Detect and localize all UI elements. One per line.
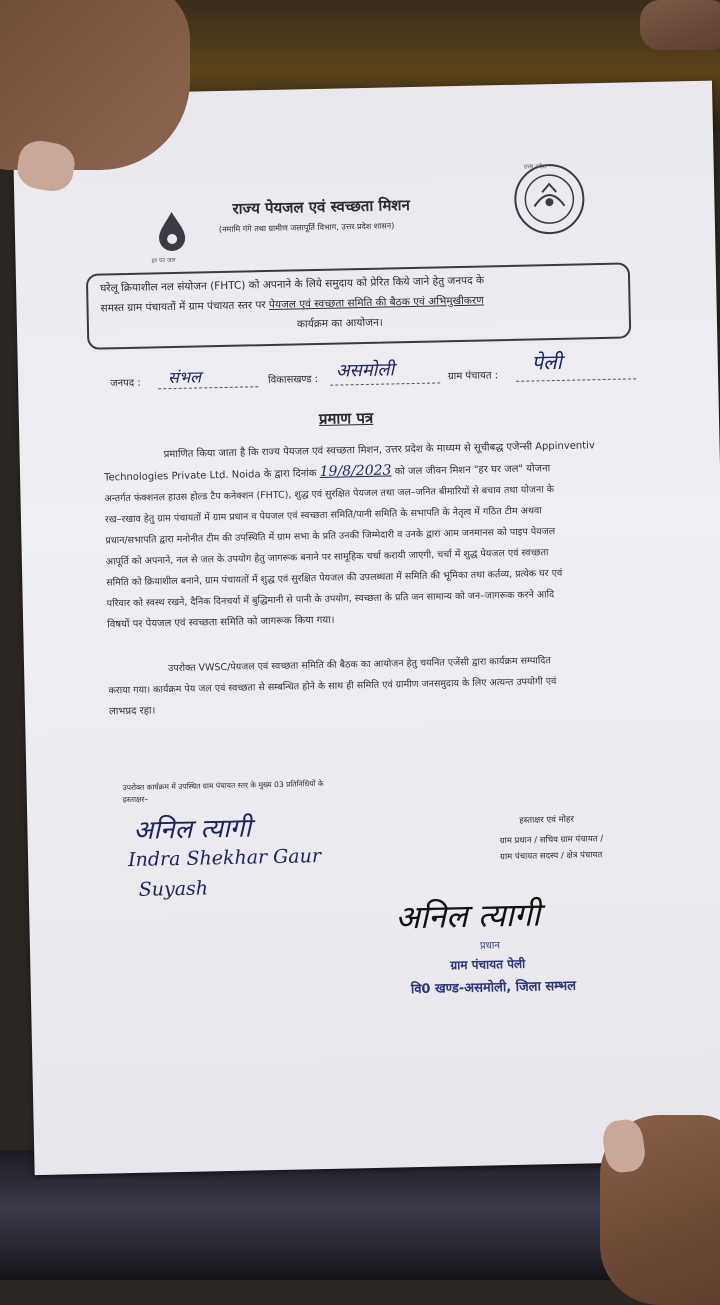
- sign-block-line-2: ग्राम पंचायत सदस्य / क्षेत्र पंचायत: [500, 850, 603, 863]
- signature-2: Indra Shekhar Gaur: [127, 845, 322, 872]
- up-emblem-logo-icon: [512, 161, 588, 237]
- pradhan-signature: अनिल त्यागी: [394, 895, 541, 937]
- para1-line-5: प्रधान/सभापति द्वारा मनोनीत टीम की उपस्थिति में ग्राम सभा के प्रति उनकी जिम्मेदारी व उनके द्वारा आम जनमानस को पाइप पेयजल: [105, 526, 556, 547]
- panchayat-value: पेली: [531, 349, 563, 375]
- para1-line-2b: को जल जीवन मिशन "हर घर जल" योजना: [394, 463, 551, 478]
- district-label: जनपद :: [110, 377, 141, 390]
- notice-line-2-text: समस्त ग्राम पंचायतों में ग्राम पंचायत स्तर पर: [100, 298, 270, 315]
- para1-line-8: परिवार को स्वस्थ रखने, दैनिक दिनचर्या में बुद्धिमानी से पानी के उपयोग, स्वच्छता के प्रति जन सामान्य को जन–जागरूक करने आदि: [106, 589, 555, 610]
- notice-line-2-highlight: पेयजल एवं स्वच्छता समिति की बैठक एवं अभिमुखीकरण: [268, 294, 484, 311]
- program-date: 19/8/2023: [319, 462, 392, 480]
- para1-line-6: आपूर्ति को अपनाने, नल से जल के उपयोग हेतु जागरूक बनाने पर सामूहिक चर्चा करायी जाएगी, चर्चा में शुद्ध पेयजल एवं स्वच्छता: [105, 547, 549, 568]
- sign-block-title: हस्ताक्षर एवं मोहर: [519, 814, 575, 826]
- certificate-title: प्रमाण पत्र: [318, 408, 374, 428]
- attendance-line-1: उपरोक्त कार्यक्रम में उपस्थित ग्राम पंचायत स्तर के मुख्य 03 प्रतिनिधियों के: [122, 778, 324, 793]
- right-logo-caption: उत्तर प्रदेश: [523, 163, 547, 171]
- para2-line-1: उपरोक्त VWSC/पेयजल एवं स्वच्छता समिति की बैठक का आयोजन हेतु चयनित एजेंसी द्वारा कार्यक्रम सम्पादित: [168, 655, 551, 675]
- para1-line-3: अन्तर्गत फंक्शनल हाउस होल्ड टैप कनेक्शन (FHTC), शुद्ध एवं सुरक्षित पेयजल तथा जल–जनित बीमारियों से बचाव तथा योजना के: [104, 484, 555, 505]
- block-label: विकासखण्ड :: [267, 373, 319, 387]
- stamp-role: प्रधान: [479, 940, 501, 952]
- para1-line-9: विषयों पर पेयजल एवं स्वच्छता समिति को जागरूक किया गया।: [107, 614, 335, 631]
- district-value: संभल: [167, 367, 202, 388]
- para1-line-4: रख–रखाव हेतु ग्राम पंचायतों में ग्राम प्रधान व पेयजल एवं स्वच्छता समिति/पानी समिति के सभापति के नेतृत्व में गठित टीम अथवा: [104, 505, 542, 526]
- hand-top-right: [640, 0, 720, 50]
- panchayat-label: ग्राम पंचायत :: [447, 370, 499, 383]
- document-page: [12, 81, 720, 1175]
- para2-line-2: कराया गया। कार्यक्रम पेय जल एवं स्वच्छता से सम्बन्धित होने के साथ ही समिति एवं ग्रामीण जनसमुदाय के लिए अत्यन्त उपयोगी एवं: [108, 676, 557, 697]
- water-drop-logo-icon: [155, 210, 190, 259]
- para1-line-2a: Technologies Private Ltd. Noida के द्वारा दिनांक: [103, 468, 317, 484]
- left-logo-caption: हर घर जल: [151, 256, 176, 265]
- org-title: राज्य पेयजल एवं स्वच्छता मिशन: [232, 196, 411, 218]
- para1-line-1: प्रमाणित किया जाता है कि राज्य पेयजल एवं स्वच्छता मिशन, उत्तर प्रदेश के माध्यम से सूचीबद्ध एजेन्सी Appinventiv: [163, 440, 595, 461]
- paragraph-2: [108, 648, 669, 723]
- org-subtitle: (नमामि गंगे तथा ग्रामीण जलापूर्ति विभाग, उत्तर प्रदेश शासन): [218, 221, 395, 235]
- attendance-line-2: हस्ताक्षर–: [122, 794, 149, 805]
- notice-line-1: घरेलू क्रियाशील नल संयोजन (FHTC) को अपनाने के लिये समुदाय को प्रेरित किये जाने हेतु जनपद के: [100, 274, 485, 295]
- sign-block-line-1: ग्राम प्रधान / सचिव ग्राम पंचायत /: [499, 834, 604, 847]
- block-value: असमोली: [335, 359, 395, 382]
- notice-line-3: कार्यक्रम का आयोजन।: [296, 316, 383, 331]
- signature-3: Suyash: [138, 877, 209, 901]
- stamp-panchayat: ग्राम पंचायत पेली: [450, 956, 526, 973]
- block-underline: [330, 382, 440, 385]
- panchayat-underline: [516, 378, 636, 382]
- paragraph-1: [103, 434, 667, 636]
- signature-1: अनिल त्यागी: [133, 813, 252, 846]
- stamp-block: वि0 खण्ड-असमोली, जिला सम्भल: [410, 978, 577, 998]
- para2-line-3: लाभप्रद रहा।: [108, 705, 156, 718]
- para1-line-7: समिति को क्रियाशील बनाने, ग्राम पंचायतों में शुद्ध एवं सुरक्षित पेयजल की उपलब्धता में समिति की भूमिका तथा कर्तव्य, प्रत्येक घर एवं: [106, 567, 563, 589]
